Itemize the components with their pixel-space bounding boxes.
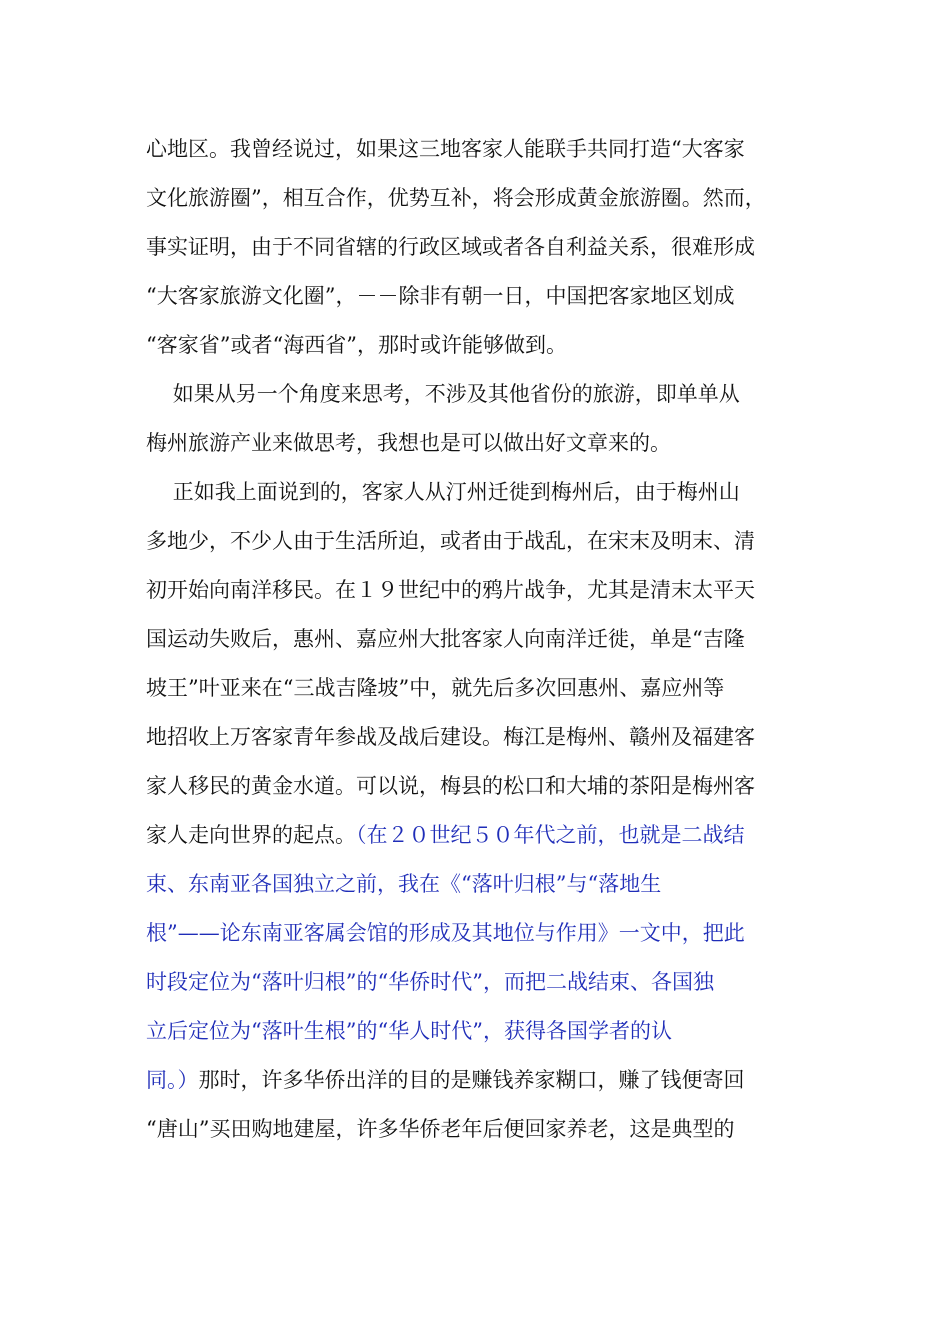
text-line: 梅州旅游产业来做思考，我想也是可以做出好文章来的。 bbox=[146, 431, 671, 455]
text-line: 地招收上万客家青年参战及战后建设。梅江是梅州、赣州及福建客 bbox=[146, 725, 755, 749]
text-line: 心地区。我曾经说过，如果这三地客家人能联手共同打造“大客家 bbox=[146, 137, 745, 161]
text-line: 初开始向南洋移民。在１９世纪中的鸦片战争，尤其是清末太平天 bbox=[146, 578, 755, 602]
note-line bbox=[146, 860, 796, 909]
text-line: “大客家旅游文化圈”，－－除非有朝一日，中国把客家地区划成 bbox=[146, 284, 735, 308]
text-line: 家人移民的黄金水道。可以说，梅县的松口和大埔的茶阳是梅州客 bbox=[146, 774, 755, 798]
paragraph-start-line: 正如我上面说到的，客家人从汀州迁徙到梅州后，由于梅州山 bbox=[146, 480, 740, 504]
note-text: 束、东南亚各国独立之前，我在《“落叶归根”与“落地生 bbox=[146, 872, 662, 896]
text-line: 文化旅游圈”，相互合作，优势互补，将会形成黄金旅游圈。然而， bbox=[146, 186, 766, 210]
note-text: （在２０世纪５０年代之前，也就是二战结 bbox=[356, 823, 745, 847]
text-line: “客家省”或者“海西省”，那时或许能够做到。 bbox=[146, 333, 567, 357]
text-line: 多地少，不少人由于生活所迫，或者由于战乱，在宋末及明末、清 bbox=[146, 529, 755, 553]
paragraph-start-line: 如果从另一个角度来思考，不涉及其他省份的旅游，即单单从 bbox=[146, 382, 740, 406]
body-text bbox=[146, 125, 796, 1154]
text-line: 家人走向世界的起点。（在２０世纪５０年代之前，也就是二战结 bbox=[146, 823, 745, 847]
note-text: 立后定位为“落叶生根”的“华人时代”，获得各国学者的认 bbox=[146, 1019, 672, 1043]
text-line: 同。）那时，许多华侨出洋的目的是赚钱养家糊口，赚了钱便寄回 bbox=[146, 1068, 745, 1092]
text-line: “唐山”买田购地建屋，许多华侨老年后便回家养老，这是典型的 bbox=[146, 1117, 735, 1141]
text-line: 坡王”叶亚来在“三战吉隆坡”中，就先后多次回惠州、嘉应州等 bbox=[146, 676, 725, 700]
note-line bbox=[146, 958, 796, 1007]
note-text: 同。） bbox=[146, 1068, 199, 1092]
text-line: 国运动失败后，惠州、嘉应州大批客家人向南洋迁徙，单是“吉隆 bbox=[146, 627, 745, 651]
text-line: 事实证明，由于不同省辖的行政区域或者各自利益关系，很难形成 bbox=[146, 235, 755, 259]
note-line bbox=[146, 1007, 796, 1056]
note-line bbox=[146, 909, 796, 958]
note-text: 根”——论东南亚客属会馆的形成及其地位与作用》一文中，把此 bbox=[146, 921, 745, 945]
note-text: 时段定位为“落叶归根”的“华侨时代”，而把二战结束、各国独 bbox=[146, 970, 714, 994]
